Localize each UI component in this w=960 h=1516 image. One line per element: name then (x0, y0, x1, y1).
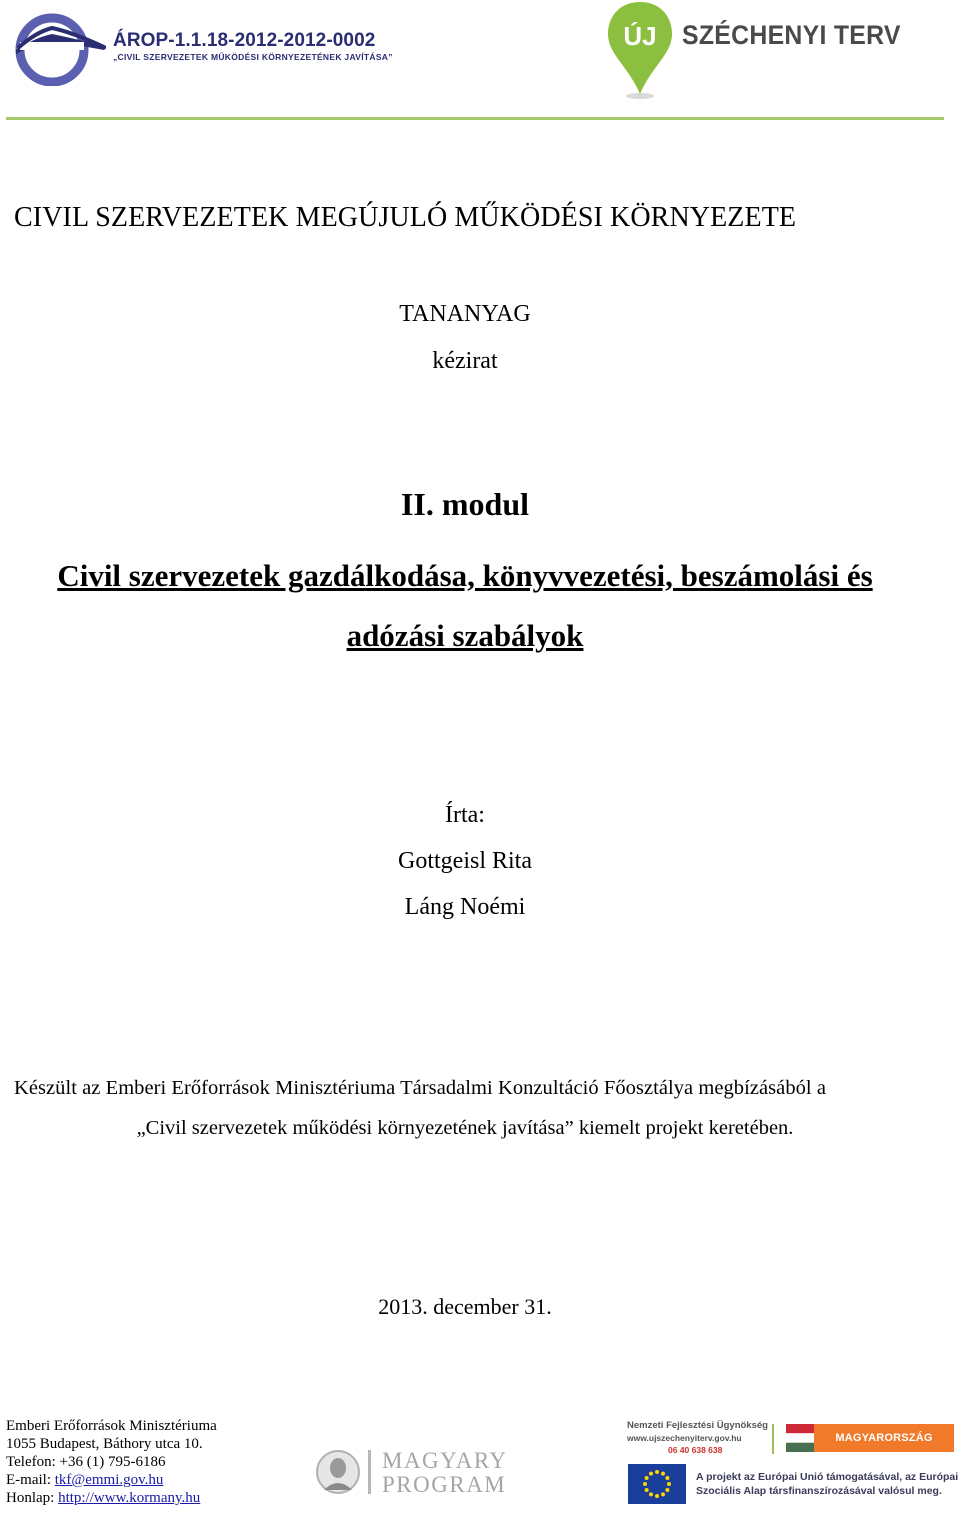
prepared-by-line-2: „Civil szervezetek működési környezetének javítása” kiemelt projekt keretében. (136, 1117, 794, 1139)
arop-subtitle: „CIVIL SZERVEZETEK MŰKÖDÉSI KÖRNYEZETÉNEK JAVÍTÁSA” (113, 52, 393, 62)
magyary-text-line-2: PROGRAM (382, 1472, 507, 1497)
eu-funding-line-2: Szociális Alap társfinanszírozásával valósul meg. (696, 1485, 942, 1497)
eu-funding-line-1: A projekt az Európai Unió támogatásával, az Európai (696, 1471, 959, 1483)
magyary-text-line-1: MAGYARY (382, 1448, 508, 1473)
nfu-name: Nemzeti Fejlesztési Ügynökség (627, 1420, 768, 1431)
footer-address: 1055 Budapest, Báthory utca 10. (6, 1436, 203, 1452)
footer-email-row (6, 1471, 163, 1489)
arop-code: ÁROP-1.1.18-2012-2012-0002 (113, 30, 376, 51)
eu-flag-icon (628, 1464, 686, 1504)
module-title: II. modul (400, 486, 530, 522)
main-title: CIVIL SZERVEZETEK MEGÚJULÓ MŰKÖDÉSI KÖRNYEZETE (14, 202, 797, 233)
magyary-divider (368, 1450, 371, 1494)
nfu-phone: 06 40 638 638 (668, 1445, 723, 1455)
document-type: TANANYAG (399, 301, 531, 327)
document-date: 2013. december 31. (378, 1294, 552, 1319)
magyarorszag-megujul-badge: MAGYARORSZÁG MEGÚJUL (814, 1424, 954, 1452)
web-link[interactable]: http://www.kormany.hu (58, 1490, 201, 1506)
nfu-divider (772, 1424, 774, 1454)
email-label: E-mail: (6, 1472, 55, 1488)
author-name: Láng Noémi (404, 894, 526, 920)
document-status: kézirat (432, 348, 498, 374)
nfu-web: www.ujszechenyiterv.gov.hu (627, 1433, 742, 1443)
magyary-portrait-icon (316, 1448, 360, 1496)
header-divider (6, 117, 944, 120)
footer-org: Emberi Erőforrások Minisztériuma (6, 1418, 217, 1434)
footer-web-row (6, 1489, 200, 1507)
written-by-label: Írta: (445, 802, 485, 828)
author-name: Gottgeisl Rita (398, 848, 532, 874)
module-subtitle: Civil szervezetek gazdálkodása, könyvvezetési, beszámolási és adózási szabályok (57, 558, 873, 653)
email-link[interactable]: tkf@emmi.gov.hu (54, 1472, 164, 1488)
arop-logo-icon (14, 12, 106, 86)
hungarian-flag-icon (786, 1424, 814, 1452)
footer-phone: Telefon: +36 (1) 795-6186 (6, 1454, 166, 1470)
szechenyi-pin-icon (604, 0, 676, 100)
szechenyi-terv-text: SZÉCHENYI TERV (682, 20, 901, 50)
prepared-by-line-1: Készült az Emberi Erőforrások Minisztériuma Társadalmi Konzultáció Főosztálya megbízásából a (14, 1077, 826, 1099)
web-label: Honlap: (6, 1490, 59, 1506)
szechenyi-uj: ÚJ (623, 21, 657, 51)
